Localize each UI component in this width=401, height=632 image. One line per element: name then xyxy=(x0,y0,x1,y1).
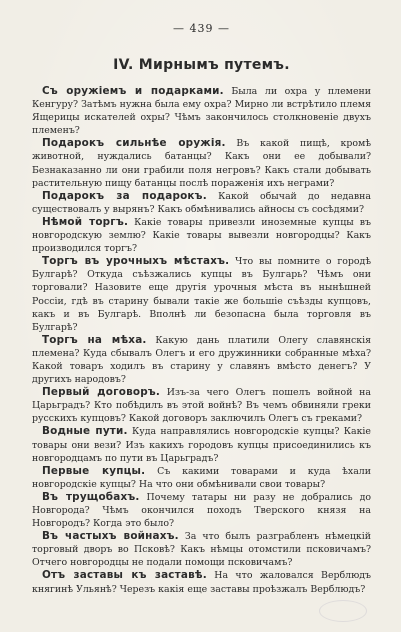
paragraph-text: Куда направлялись новгородскіе купцы? Какіе товары они вези? Изъ какихъ городовъ купцы присоединились къ новгородцамъ по пути въ Царьградъ? xyxy=(32,426,371,464)
paragraph xyxy=(32,190,371,216)
paragraph-heading: Подарокъ за подарокъ. xyxy=(42,189,207,202)
paragraph-list xyxy=(32,85,371,596)
paragraph-heading: Торгъ на мѣха. xyxy=(42,333,147,346)
paragraph xyxy=(32,216,371,255)
paragraph-heading: Нѣмой торгъ. xyxy=(42,215,129,228)
paragraph xyxy=(32,491,371,530)
paragraph-text: Почему татары ни разу не добрались до Новгорода? Чѣмъ окончился походъ Тверского князя на Новгородъ? Когда это было? xyxy=(32,491,372,530)
paragraph-text: На что жаловался Верблюдъ княгинѣ Ульянѣ? Черезъ какія еще заставы проѣзжалъ Верблюдъ? xyxy=(32,570,371,595)
paragraph xyxy=(32,85,371,137)
paragraph-heading: Водные пути. xyxy=(42,425,128,438)
paragraph xyxy=(32,465,371,491)
paragraph xyxy=(32,255,371,334)
paragraph xyxy=(32,334,371,386)
paragraph-heading: Первый договоръ. xyxy=(42,386,160,399)
paragraph-text: Изъ-за чего Олегъ пошелъ войной на Царьградъ? Кто побѣдилъ въ этой войнѣ? Въ чемъ обвиняли греки русскихъ купцовъ? Какой договоръ заключилъ Олегъ съ греками? xyxy=(32,387,371,425)
paragraph xyxy=(32,386,371,425)
paragraph-text: Какую дань платили Олегу славянскія племена? Куда сбывалъ Олегъ и его дружинники собранные мѣха? Какой товаръ ходилъ въ старину у славянъ вмѣсто денегъ? У другихъ народовъ? xyxy=(32,334,372,386)
paragraph-text: Какіе товары привезли иноземные купцы въ новгородскую землю? Какіе товары вывезли новгородцы? Какъ производился торгъ? xyxy=(32,216,372,255)
paragraph xyxy=(32,530,371,569)
page-number: — 439 — xyxy=(173,22,230,35)
paragraph-text: Была ли охра у племени Кенгуру? Затѣмъ нужна была ему охра? Мирно ли встрѣтило племя Ящерицы искателей охры? Чѣмъ закончилось столкновеніе двухъ племенъ? xyxy=(32,86,371,137)
paragraph-heading: Отъ заставы къ заставѣ. xyxy=(42,569,207,582)
paragraph-heading: Съ оружіемъ и подарками. xyxy=(42,85,224,97)
library-stamp xyxy=(319,600,367,622)
paragraph-text: За что былъ разграбленъ нѣмецкій торговый дворъ во Псковѣ? Какъ нѣмцы отомстили псковичамъ? Отчего новгородцы не подали помощи псковичамъ? xyxy=(32,531,372,569)
paragraph xyxy=(32,425,371,464)
paragraph xyxy=(32,569,371,595)
paragraph-text: Въ какой пищѣ, кромѣ животной, нуждались батанцы? Какъ они ее добывали? Безнаказанно ли они грабили поля негровъ? Какъ стали добывать растительную пищу батанцы послѣ пораженія ихъ неграми? xyxy=(32,138,372,189)
paragraph-text: Какой обычай до недавна существовалъ у вырянъ? Какъ обмѣнивались айносы съ сосѣдями? xyxy=(32,190,372,215)
paragraph xyxy=(32,137,371,189)
paragraph-heading: Подарокъ сильнѣе оружія. xyxy=(42,137,226,150)
paragraph-text: Съ какими товарами и куда ѣхали новгородскіе купцы? На что они обмѣнивали свои товары? xyxy=(32,465,372,490)
section-title: IV. Мирнымъ путемъ. xyxy=(113,57,290,73)
paragraph-heading: Въ частыхъ войнахъ. xyxy=(42,530,179,543)
paragraph-heading: Первые купцы. xyxy=(42,464,146,477)
paragraph-text: Что вы помните о городѣ Булгарѣ? Откуда съѣзжались купцы въ Булгарь? Чѣмъ они торговали? Назовите еще другія урочныя мѣста въ нынѣшней Россіи, гдѣ въ старину бывали такіе же большіе съѣзды купцовъ, какъ и въ Булгарѣ. Вполнѣ ли безопасна была торговля въ Булгарѣ? xyxy=(32,256,371,333)
paragraph-heading: Въ трущобахъ. xyxy=(42,490,140,503)
paragraph-heading: Торгъ въ урочныхъ мѣстахъ. xyxy=(42,255,230,268)
